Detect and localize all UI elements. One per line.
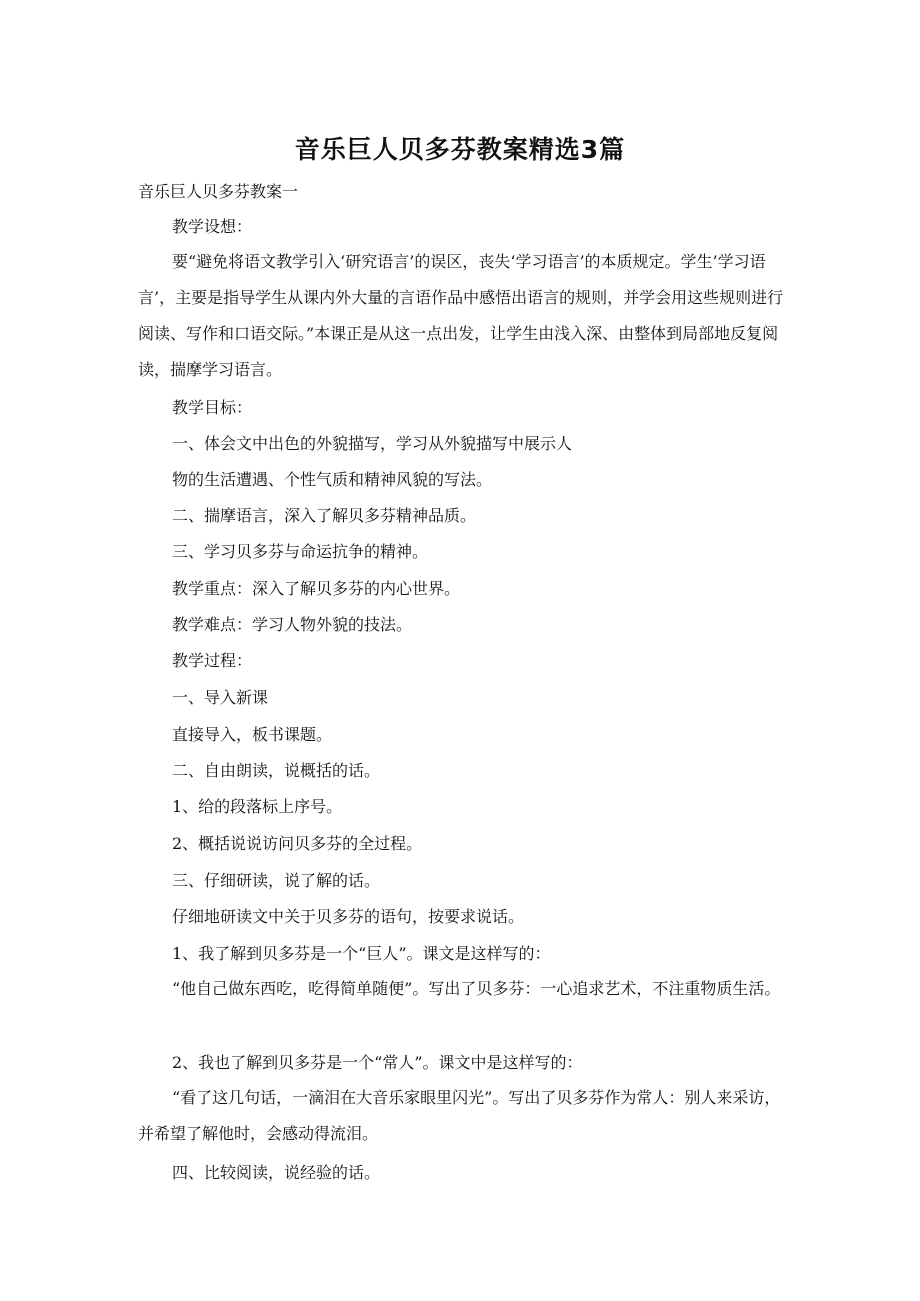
paragraph: 物的生活遭遇、个性气质和精神风貌的写法。 (172, 470, 493, 489)
paragraph: 一、导入新课 (172, 688, 269, 707)
paragraph: “他自己做东西吃，吃得简单随便”。写出了贝多芬：一心追求艺术，不注重物质生活。 (172, 979, 781, 998)
paragraph: 1、给的段落标上序号。 (172, 797, 343, 816)
paragraph: 教学重点：深入了解贝多芬的内心世界。 (172, 579, 461, 598)
paragraph: 教学过程： (172, 651, 253, 670)
paragraph: 教学设想： (172, 217, 253, 236)
paragraph: 教学目标： (172, 398, 253, 417)
paragraph: 2、我也了解到贝多芬是一个“常人”。课文中是这样写的： (172, 1053, 583, 1072)
paragraph: 教学难点：学习人物外貌的技法。 (172, 615, 413, 634)
paragraph: 三、仔细研读，说了解的话。 (172, 871, 381, 890)
paragraph: 1、我了解到贝多芬是一个“巨人”。课文是这样写的： (172, 944, 551, 963)
paragraph: 二、揣摩语言，深入了解贝多芬精神品质。 (172, 506, 477, 525)
paragraph: 要“避免将语文教学引入‘研究语言’的误区，丧失‘学习语言’的本质规定。学生’学习语言’，主要是指导学生从课内外大量的言语作品中感悟出语言的规则，并学会用这些规则进行阅读、写作和口语交际。”本课正是从这一点出发，让学生由浅入深、由整体到局部地反复阅读，揣摩学习语言。 (138, 252, 784, 379)
document-title: 音乐巨人贝多芬教案精选3篇 (294, 135, 626, 164)
paragraph: 直接导入，板书课题。 (172, 725, 333, 744)
paragraph: 仔细地研读文中关于贝多芬的语句，按要求说话。 (172, 907, 525, 926)
paragraph: 二、自由朗读，说概括的话。 (172, 761, 381, 780)
paragraph: “看了这几句话，一滴泪在大音乐家眼里闪光”。写出了贝多芬作为常人：别人来采访，并希望了解他时，会感动得流泪。 (138, 1088, 781, 1143)
paragraph: 四、比较阅读，说经验的话。 (172, 1163, 381, 1182)
paragraph: 2、概括说说访问贝多芬的全过程。 (172, 834, 423, 853)
paragraph: 三、学习贝多芬与命运抗争的精神。 (172, 542, 429, 561)
paragraph: 一、体会文中出色的外貌描写，学习从外貌描写中展示人 (172, 434, 573, 453)
section-heading: 音乐巨人贝多芬教案一 (138, 182, 299, 201)
